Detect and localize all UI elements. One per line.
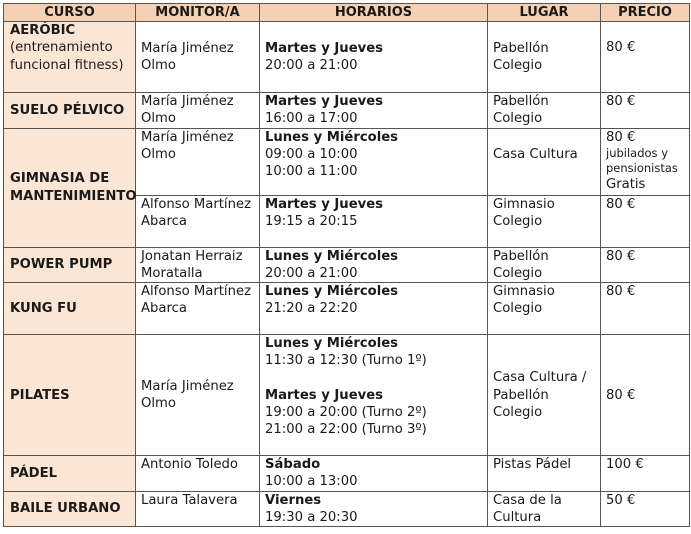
monitor-cell: Alfonso Martínez Abarca [136,195,260,247]
schedule-cell [260,247,488,283]
place-cell: Gimnasio Colegio [488,283,601,335]
course-name: BAILE URBANO [4,491,136,527]
table-row [4,491,690,527]
monitor-cell: Antonio Toledo [136,456,260,492]
schedule-days: Lunes y Miércoles [265,129,399,145]
price-cell: 80 € [601,335,690,456]
schedule-days: Martes y Jueves [265,387,384,403]
price-cell: 50 € [601,491,690,527]
place-cell: Casa de la Cultura [488,491,601,527]
schedule-cell [260,283,488,335]
table-row [4,335,690,456]
course-name: GIMNASIA DE MANTENIMIENTO [4,128,136,247]
price-cell: 100 € [601,456,690,492]
price-cell: 80 € [601,93,690,129]
header-horarios: HORARIOS [260,4,488,22]
table-row [4,283,690,335]
monitor-cell: María Jiménez Olmo [136,335,260,456]
price-cell: 80 € [601,283,690,335]
schedule-time: 20:00 a 21:00 [265,265,358,281]
course-name: PÁDEL [4,456,136,492]
place-cell: Gimnasio Colegio [488,195,601,247]
schedule-cell [260,335,488,456]
price-note: jubilados y pensionistas [606,145,678,175]
place-cell: Pabellón Colegio [488,22,601,93]
price-cell: 80 € [601,195,690,247]
course-subtitle: (entrenamiento funcional fitness) [10,40,124,73]
schedule-time: 21:20 a 22:20 [265,301,358,317]
schedule-time: 19:15 a 20:15 [265,213,358,229]
schedule-time: 16:00 a 17:00 [265,111,358,127]
header-row [4,4,690,22]
schedule-time: 10:00 a 11:00 [265,164,358,180]
schedule-time: 11:30 a 12:30 (Turno 1º) [265,353,427,369]
place-cell: Casa Cultura / Pabellón Colegio [488,335,601,456]
schedule-days: Martes y Jueves [265,40,384,56]
course-name [4,22,136,93]
schedule-days: Lunes y Miércoles [265,248,399,264]
monitor-cell: María Jiménez Olmo [136,93,260,129]
schedule-cell [260,491,488,527]
price-cell: 80 € [601,22,690,93]
monitor-cell: María Jiménez Olmo [136,128,260,195]
schedule-days: Viernes [265,492,322,508]
schedule-time: 09:00 a 10:00 [265,146,358,162]
schedule-days: Lunes y Miércoles [265,284,399,300]
price-value: 80 € [606,129,636,145]
course-name: PILATES [4,335,136,456]
course-title: AERÓBIC [10,23,76,38]
monitor-cell: Laura Talavera [136,491,260,527]
place-cell: Pabellón Colegio [488,247,601,283]
schedule-days: Lunes y Miércoles [265,336,399,352]
monitor-cell: Alfonso Martínez Abarca [136,283,260,335]
header-lugar: LUGAR [488,4,601,22]
schedule-cell [260,195,488,247]
schedule-cell [260,128,488,195]
schedule-days: Martes y Jueves [265,196,384,212]
schedule-cell [260,22,488,93]
schedule-cell [260,93,488,129]
header-monitor: MONITOR/A [136,4,260,22]
monitor-cell: María Jiménez Olmo [136,22,260,93]
price-cell [601,128,690,195]
schedule-time: 20:00 a 21:00 [265,58,358,73]
table-row [4,128,690,195]
schedule-time: 21:00 a 22:00 (Turno 3º) [265,422,427,438]
table-row [4,456,690,492]
schedule-days: Martes y Jueves [265,94,384,109]
monitor-cell: Jonatan Herraiz Moratalla [136,247,260,283]
price-cell: 80 € [601,247,690,283]
schedule-time: 10:00 a 13:00 [265,474,358,490]
schedule-time: 19:30 a 20:30 [265,510,358,526]
header-curso: CURSO [4,4,136,22]
place-cell: Pabellón Colegio [488,93,601,129]
course-name: KUNG FU [4,283,136,335]
table-row [4,22,690,93]
course-name: SUELO PÉLVICO [4,93,136,129]
course-name: POWER PUMP [4,247,136,283]
place-cell: Pistas Pádel [488,456,601,492]
table-row [4,93,690,129]
schedule-time: 19:00 a 20:00 (Turno 2º) [265,405,427,421]
table-row [4,247,690,283]
header-precio: PRECIO [601,4,690,22]
place-cell: Casa Cultura [488,128,601,195]
price-note-free: Gratis [606,176,646,192]
schedule-cell [260,456,488,492]
courses-table [3,3,690,527]
schedule-days: Sábado [265,457,321,473]
